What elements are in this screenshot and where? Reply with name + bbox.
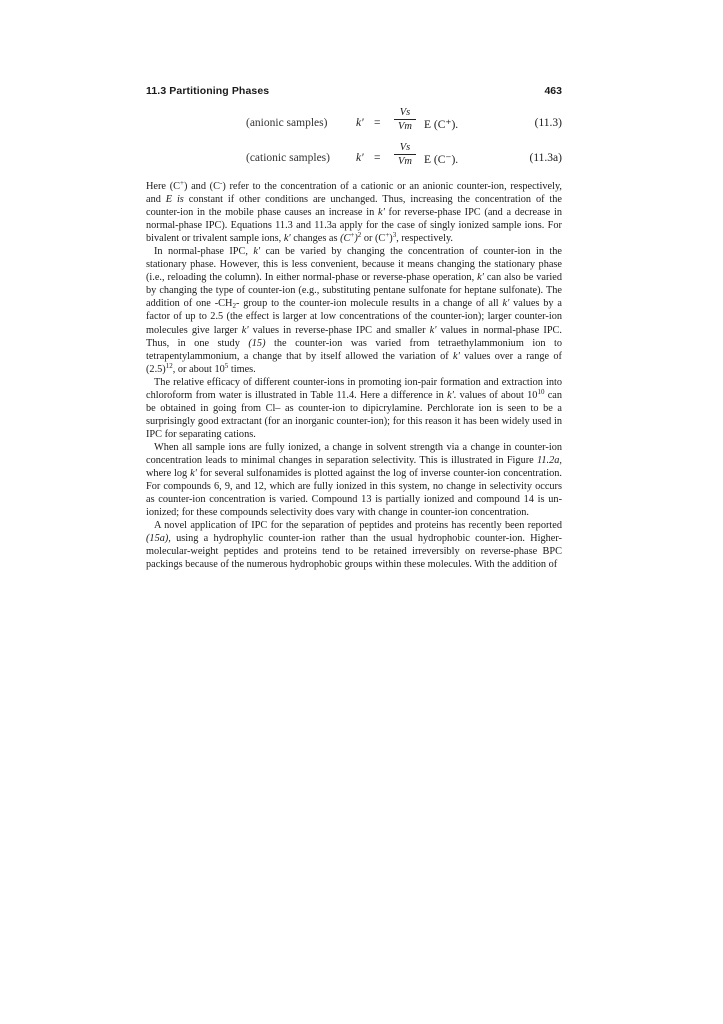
equation-11-3a bbox=[146, 142, 562, 176]
equation-11-3 bbox=[146, 107, 562, 141]
paragraph: In normal-phase IPC, k' can be varied by changing the concentration of counter-ion in the stationary phase. However, this is less convenient, because it means changing the stationary phase (i.e., reloading the column). In either normal-phase or reverse-phase operation, k' can also be varied by changing the type of counter-ion (e.g., substituting pentane sulfonate for heptane sulfonate). The addition of one $-CH_2-$ group to the counter-ion molecule results in a change of all k' values by a factor of up to 2.5 (the effect is larger at low concentrations of the counter-ion); larger counter-ion molecules give larger k' values in reverse-phase IPC and smaller k' values in normal-phase IPC. Thus, in one study (15) the counter-ion was varied from tetraethylammonium ion to tetrapentylammonium, a change that by itself allowed the variation of k' values over a range of $(2.5)^{12}$, or about $10^5$ times. bbox=[146, 246, 563, 375]
paragraph: The relative efficacy of different counter-ions in promoting ion-pair formation and extraction into chloroform from water is illustrated in Table 11.4. Here a difference in k'. values of about $10^{10}$ can be obtained in going from Cl– as counter-ion to dipicrylamine. Perchlorate ion is seen to be a surprisingly good extractant (for an inorganic counter-ion); for this reason it has been widely used in IPC for separating cations. bbox=[146, 376, 562, 440]
body-text bbox=[146, 180, 562, 571]
equation-equals-sign: = bbox=[374, 152, 381, 164]
page-number: 463 bbox=[544, 85, 562, 97]
equation-number: (11.3) bbox=[534, 117, 562, 129]
section-title: 11.3 Partitioning Phases bbox=[146, 85, 270, 97]
page-header bbox=[146, 85, 562, 101]
equation-condition-label: (anionic samples) bbox=[246, 117, 328, 129]
equation-numerator: Vs bbox=[394, 107, 416, 120]
equation-rhs: E (C⁺). bbox=[424, 119, 459, 131]
equation-k-symbol: k' bbox=[356, 152, 364, 164]
equation-equals-sign: = bbox=[374, 117, 381, 129]
equation-denominator: Vm bbox=[398, 121, 412, 132]
equation-k-symbol: k' bbox=[356, 117, 364, 129]
paragraph: Here (C+) and (C-) refer to the concentration of a cationic or an anionic counter-ion, respectively, and E is constant if other conditions are unchanged. Thus, increasing the concentration of the counter-ion in the mobile phase causes an increase in k' for reverse-phase IPC (and a decrease in normal-phase IPC). Equations 11.3 and 11.3a apply for the case of singly ionized sample ions. For bivalent or trivalent sample ions, k' changes as $(C^+)^2$ or $(C^+)^3$, respectively. bbox=[146, 179, 562, 245]
equation-numerator: Vs bbox=[394, 142, 416, 155]
equation-fraction bbox=[394, 142, 416, 168]
equation-condition-label: (cationic samples) bbox=[246, 152, 330, 164]
equation-number: (11.3a) bbox=[529, 152, 562, 164]
equation-fraction bbox=[394, 107, 416, 133]
paragraph: A novel application of IPC for the separation of peptides and proteins has recently been reported (15a), using a hydrophylic counter-ion rather than the usual hydrophobic counter-ion. Higher-molecular-weight peptides and proteins tend to be retained irreversibly on reverse-phase BPC packings because of the numerous hydrophobic groups within these molecules. With the addition of bbox=[146, 520, 562, 571]
paragraph: When all sample ions are fully ionized, a change in solvent strength via a change in counter-ion concentration leads to minimal changes in separation selectivity. This is illustrated in Figure 11.2a, where log k' for several sulfonamides is plotted against the log of inverse counter-ion concentration. For compounds 6, 9, and 12, which are fully ionized in this system, no change in selectivity occurs as counter-ion concentration is varied. Compound 13 is partially ionized and compound 14 is un-ionized; for these compounds selectivity does vary with change in counter-ion concentration. bbox=[146, 441, 562, 519]
equation-denominator: Vm bbox=[398, 156, 412, 167]
equation-rhs: E (C⁻). bbox=[424, 154, 459, 166]
